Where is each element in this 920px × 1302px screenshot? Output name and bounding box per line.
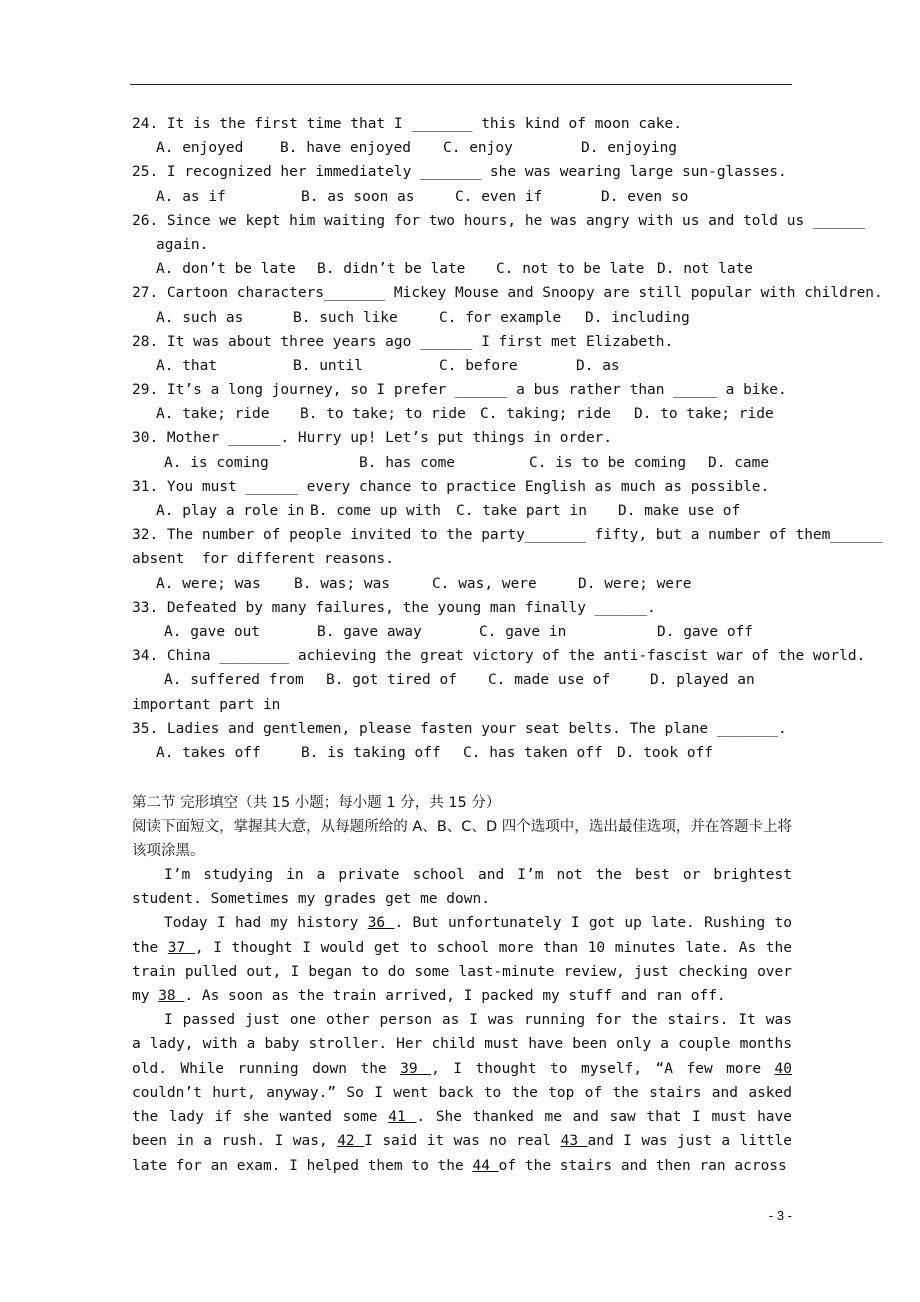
- option: A. play a role in: [156, 503, 305, 519]
- option: A. as if: [156, 188, 226, 205]
- option: B. didn’t be late: [317, 261, 466, 278]
- option: C. made use of: [488, 672, 611, 689]
- option: A. enjoyed: [156, 140, 244, 157]
- paragraph-2: [132, 911, 792, 1008]
- option: C. before: [439, 357, 518, 374]
- question-31: 31. You must ______ every chance to practice English as much as possible.: [132, 478, 770, 495]
- question-26-cont: again.: [156, 236, 209, 253]
- question-27: 27. Cartoon characters_______ Mickey Mouse and Snoopy are still popular with children.: [132, 285, 883, 302]
- options-30: [132, 451, 792, 475]
- blank-39: 39: [400, 1060, 432, 1077]
- blank-37: 37: [167, 939, 195, 956]
- option: D. enjoying: [581, 140, 678, 157]
- text-segment: I said it was no real: [364, 1133, 561, 1150]
- option: C. was, were: [432, 575, 537, 592]
- option: B. to take; to ride: [300, 406, 466, 423]
- option: D. played an: [650, 672, 755, 689]
- option: D. including: [585, 309, 690, 326]
- text-segment: , I thought I would get to school more than 10 minutes late. As the train pulled out, I began to do some last-minute review, just checking over my: [132, 939, 792, 1005]
- page-number: - 3 -: [768, 1208, 792, 1223]
- option: C. enjoy: [443, 140, 513, 157]
- question-32: 32. The number of people invited to the party_______ fifty, but a number of them______: [132, 527, 883, 544]
- section-heading: 第二节 完形填空（共 15 小题；每小题 1 分，共 15 分）: [132, 795, 501, 812]
- paragraph-3: [132, 1008, 792, 1177]
- option: C. taking; ride: [480, 406, 611, 423]
- option: C. has taken off: [463, 744, 603, 761]
- options-32: [132, 572, 792, 596]
- option: A. is coming: [164, 454, 269, 471]
- option: A. gave out: [164, 623, 261, 640]
- options-29: [132, 402, 792, 426]
- text-segment: I passed just one other person as I was running for the stairs. It was a lady, with a baby stroller. Her child must have been only a couple months old. While running down the: [132, 1012, 792, 1077]
- option: B. was; was: [294, 575, 391, 592]
- option: B. is taking off: [301, 744, 441, 761]
- paragraph-1: I’m studying in a private school and I’m not the best or brightest student. Sometimes my grades get me down.: [132, 867, 792, 908]
- option: B. got tired of: [326, 672, 457, 689]
- option: D. not late: [657, 261, 754, 278]
- blank-38: 38: [158, 988, 185, 1005]
- option: C. even if: [455, 188, 543, 205]
- option: D. came: [708, 454, 770, 471]
- option: C. take part in: [456, 503, 587, 519]
- option: C. is to be coming: [529, 454, 687, 471]
- text-segment: , I thought to myself, “A few more: [431, 1060, 775, 1077]
- question-34-cont: important part in: [132, 696, 281, 713]
- section-instruction: 阅读下面短文，掌握其大意，从每题所给的 A、B、C、D 四个选项中，选出最佳选项，并在答题卡上将该项涂黑。: [132, 819, 792, 860]
- question-33: 33. Defeated by many failures, the young man finally ______.: [132, 599, 656, 616]
- option: B. has come: [359, 454, 456, 471]
- question-29: 29. It’s a long journey, so I prefer ______ a bus rather than _____ a bike.: [132, 382, 787, 399]
- option: B. gave away: [317, 623, 422, 640]
- options-31: [132, 499, 792, 523]
- question-26: 26. Since we kept him waiting for two hours, he was angry with us and told us ______: [132, 212, 866, 229]
- option: D. gave off: [657, 623, 754, 640]
- question-30: 30. Mother ______. Hurry up! Let’s put things in order.: [132, 430, 613, 447]
- option: A. suffered from: [164, 672, 304, 689]
- options-24: [132, 136, 792, 160]
- blank-40: 40: [774, 1060, 792, 1077]
- text-segment: . But unfortunately I got up late. Rushing to the: [132, 915, 792, 956]
- option: C. for example: [439, 309, 562, 326]
- option: A. don’t be late: [156, 261, 296, 278]
- text-segment: . As soon as the train arrived, I packed my stuff and ran off.: [184, 988, 726, 1005]
- header-rule: [130, 84, 792, 85]
- question-25: 25. I recognized her immediately _______ she was wearing large sun-glasses.: [132, 164, 787, 181]
- options-33: [132, 620, 792, 644]
- question-24: 24. It is the first time that I _______ this kind of moon cake.: [132, 116, 682, 132]
- question-34: 34. China ________ achieving the great victory of the anti-fascist war of the world.: [132, 648, 866, 665]
- text-segment: of the stairs and then ran across: [498, 1157, 787, 1174]
- blank-44: 44: [472, 1157, 499, 1174]
- blank-36: 36: [367, 915, 395, 932]
- options-25: [132, 185, 792, 209]
- options-35: [132, 741, 792, 765]
- option: A. were; was: [156, 575, 261, 592]
- blank-42: 42: [337, 1133, 365, 1150]
- exam-content: [132, 112, 883, 1178]
- options-28: [132, 354, 792, 378]
- option: B. have enjoyed: [280, 140, 411, 157]
- options-26: [132, 257, 792, 281]
- question-35: 35. Ladies and gentlemen, please fasten your seat belts. The plane _______.: [132, 720, 787, 737]
- option: D. were; were: [578, 575, 692, 592]
- option: A. take; ride: [156, 406, 270, 423]
- question-28: 28. It was about three years ago ______ I first met Elizabeth.: [132, 333, 674, 350]
- option: D. to take; ride: [634, 406, 774, 423]
- cloze-passage: [132, 863, 792, 1178]
- options-27: [132, 306, 792, 330]
- option: A. such as: [156, 309, 244, 326]
- text-segment: Today I had my history: [164, 915, 368, 932]
- question-32-cont: absent for different reasons.: [132, 551, 394, 568]
- text-segment: couldn’t hurt, anyway.” So I went back to the top of the stairs and asked the lady if she wanted some: [132, 1084, 792, 1126]
- options-34: [132, 668, 792, 692]
- blank-43: 43: [560, 1133, 588, 1150]
- option: D. as: [576, 357, 620, 374]
- text-segment: . She thanked me and saw that I must have been in a rush. I was,: [132, 1109, 792, 1150]
- option: A. takes off: [156, 744, 261, 761]
- option: C. not to be late: [496, 261, 645, 278]
- option: D. make use of: [618, 503, 741, 519]
- blank-41: 41: [388, 1109, 417, 1126]
- text-segment: and I was just a little late for an exam. I helped them to the: [132, 1133, 792, 1174]
- option: B. until: [293, 357, 363, 374]
- option: B. such like: [293, 309, 398, 326]
- option: A. that: [156, 357, 218, 374]
- option: D. even so: [601, 188, 689, 205]
- option: B. come up with: [310, 503, 441, 519]
- option: D. took off: [617, 744, 714, 761]
- option: C. gave in: [479, 623, 567, 640]
- option: B. as soon as: [301, 188, 415, 205]
- section-gap: [132, 765, 792, 791]
